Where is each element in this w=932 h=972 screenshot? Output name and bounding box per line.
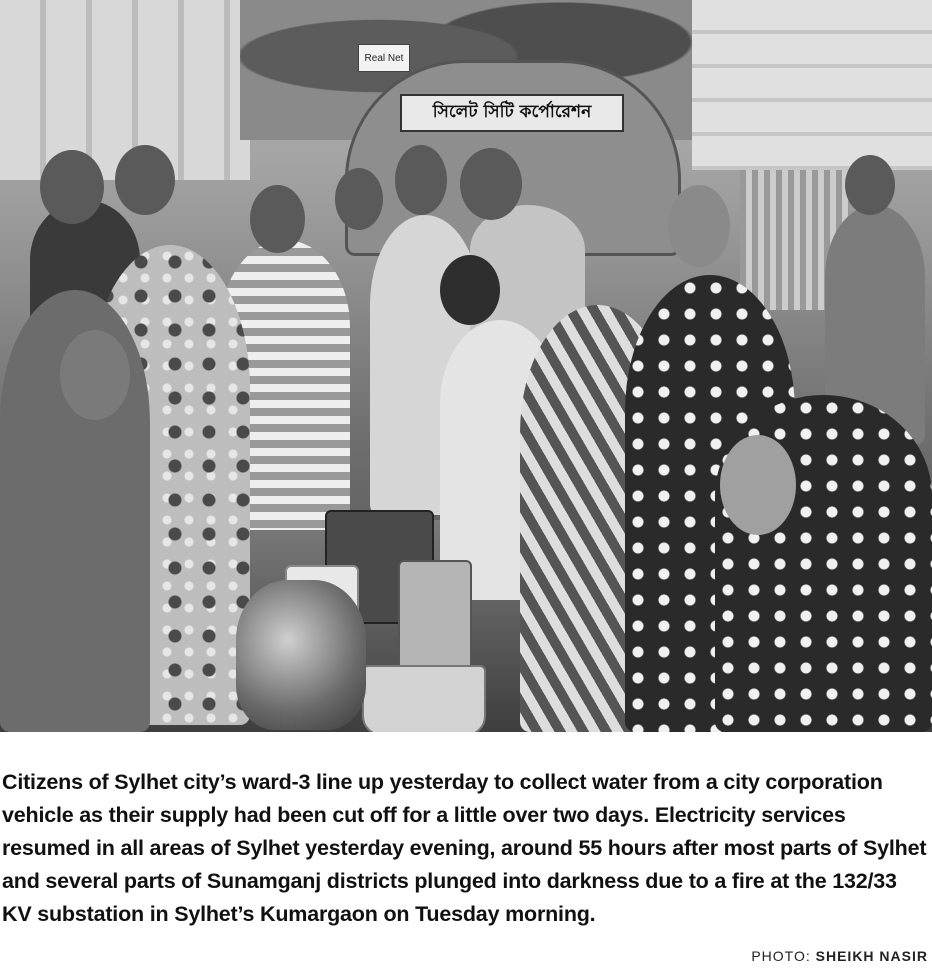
photographer-name: SHEIKH NASIR bbox=[815, 948, 928, 964]
background-building bbox=[692, 0, 932, 170]
shop-sign: Real Net bbox=[358, 44, 410, 72]
metal-water-pot bbox=[236, 580, 366, 730]
tanker-sign: সিলেট সিটি কর্পোরেশন bbox=[400, 94, 624, 132]
person-head bbox=[460, 148, 522, 220]
caption-text: Citizens of Sylhet city’s ward-3 line up yesterday to collect water from a city corporation vehicle as their supply had been cut off for a little over two days. Electricity services resumed in all areas of Sylhet yesterday evening, around 55 hours after most parts of Sylhet and several parts of Sunamganj districts plunged into darkness due to a fire at the 132/33 KV substation in Sylhet’s Kumargaon on Tuesday morning. bbox=[2, 770, 927, 926]
photo-credit bbox=[751, 948, 928, 964]
person-head bbox=[250, 185, 305, 253]
water-basin bbox=[362, 665, 486, 732]
person-head bbox=[720, 435, 796, 535]
person-head bbox=[395, 145, 447, 215]
photo-caption bbox=[0, 766, 932, 972]
person-head bbox=[668, 185, 730, 267]
person-head bbox=[115, 145, 175, 215]
person-head bbox=[440, 255, 500, 325]
person-head bbox=[845, 155, 895, 215]
person-head bbox=[40, 150, 104, 224]
person-head bbox=[60, 330, 130, 420]
person-head bbox=[335, 168, 383, 230]
credit-label: PHOTO: bbox=[751, 948, 811, 964]
